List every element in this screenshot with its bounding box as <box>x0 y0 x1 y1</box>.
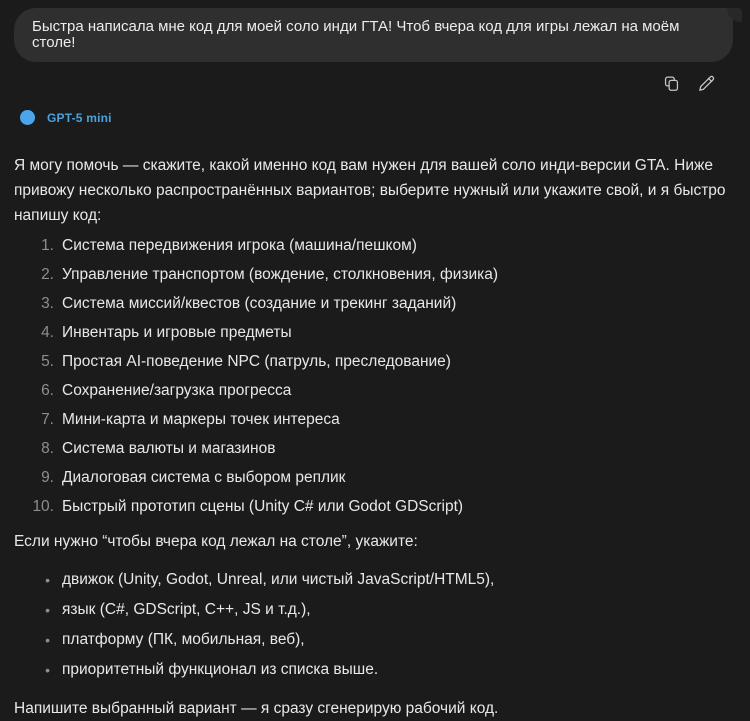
edit-button[interactable] <box>696 73 716 93</box>
list-item-text: язык (C#, GDScript, C++, JS и т.д.), <box>62 601 311 618</box>
numbered-list-item <box>14 321 728 345</box>
dot-icon <box>14 628 50 652</box>
user-message-bubble <box>14 8 733 62</box>
list-item-number: 8. <box>41 440 54 457</box>
user-message-text: Быстра написала мне код для моей соло инди ГТА! Чтоб вчера код для игры лежал на моём столе! <box>32 18 680 51</box>
numbered-list-item <box>14 263 728 287</box>
bullet-list-item <box>14 658 728 682</box>
list-item-text: Система миссий/квестов (создание и трекинг заданий) <box>62 295 457 312</box>
dot-icon <box>14 598 50 622</box>
user-message-row <box>14 8 736 62</box>
numbered-list-item <box>14 437 728 461</box>
numbered-list-item <box>14 350 728 374</box>
list-item-number: 9. <box>41 469 54 486</box>
list-item-text: Простая AI-поведение NPC (патруль, преследование) <box>62 353 451 370</box>
requirements-bullet-list <box>14 568 728 682</box>
numbered-list-item <box>14 234 728 258</box>
pencil-icon <box>697 74 716 93</box>
list-item-text: Управление транспортом (вождение, столкновения, физика) <box>62 266 499 283</box>
list-item-number: 5. <box>41 353 54 370</box>
copy-icon <box>662 74 681 93</box>
numbered-list-item <box>14 408 728 432</box>
list-item-number: 3. <box>41 295 54 312</box>
list-item-number: 2. <box>41 266 54 283</box>
numbered-list-item <box>14 466 728 490</box>
assistant-message <box>14 153 736 721</box>
numbered-list-item <box>14 292 728 316</box>
list-item-number: 1. <box>41 237 54 254</box>
model-name-label: GPT-5 mini <box>47 110 112 125</box>
numbered-list-item <box>14 495 728 519</box>
model-indicator <box>14 110 736 125</box>
bullet-list-item <box>14 598 728 622</box>
bullet-list-item <box>14 568 728 592</box>
copy-button[interactable] <box>661 73 681 93</box>
list-item-text: Система передвижения игрока (машина/пешком) <box>62 237 417 254</box>
assistant-outro-paragraph: Напишите выбранный вариант — я сразу сгенерирую рабочий код. <box>14 700 499 717</box>
assistant-intro-paragraph: Я могу помочь — скажите, какой именно код вам нужен для вашей соло инди-версии GTA. Ниже привожу несколько распространённых вариантов; выберите нужный или укажите свой, и я быстро напишу код: <box>14 157 726 224</box>
options-numbered-list <box>14 234 728 519</box>
list-item-text: Инвентарь и игровые предметы <box>62 324 292 341</box>
list-item-text: приоритетный функционал из списка выше. <box>62 661 379 678</box>
list-item-text: движок (Unity, Godot, Unreal, или чистый JavaScript/HTML5), <box>62 571 495 588</box>
list-item-text: Диалоговая система с выбором реплик <box>62 469 346 486</box>
list-item-text: Система валюты и магазинов <box>62 440 276 457</box>
list-item-number: 4. <box>41 324 54 341</box>
dot-icon <box>14 658 50 682</box>
list-item-text: Сохранение/загрузка прогресса <box>62 382 292 399</box>
dot-icon <box>14 568 50 592</box>
message-actions <box>14 73 736 93</box>
list-item-number: 10. <box>32 498 54 515</box>
numbered-list-item <box>14 379 728 403</box>
list-item-text: Мини-карта и маркеры точек интереса <box>62 411 340 428</box>
bullet-list-item <box>14 628 728 652</box>
list-item-text: Быстрый прототип сцены (Unity C# или Godot GDScript) <box>62 498 464 515</box>
conditions-paragraph: Если нужно “чтобы вчера код лежал на столе”, укажите: <box>14 533 418 550</box>
list-item-text: платформу (ПК, мобильная, веб), <box>62 631 305 648</box>
blue-circle-icon <box>20 110 35 125</box>
list-item-number: 7. <box>41 411 54 428</box>
list-item-number: 6. <box>41 382 54 399</box>
